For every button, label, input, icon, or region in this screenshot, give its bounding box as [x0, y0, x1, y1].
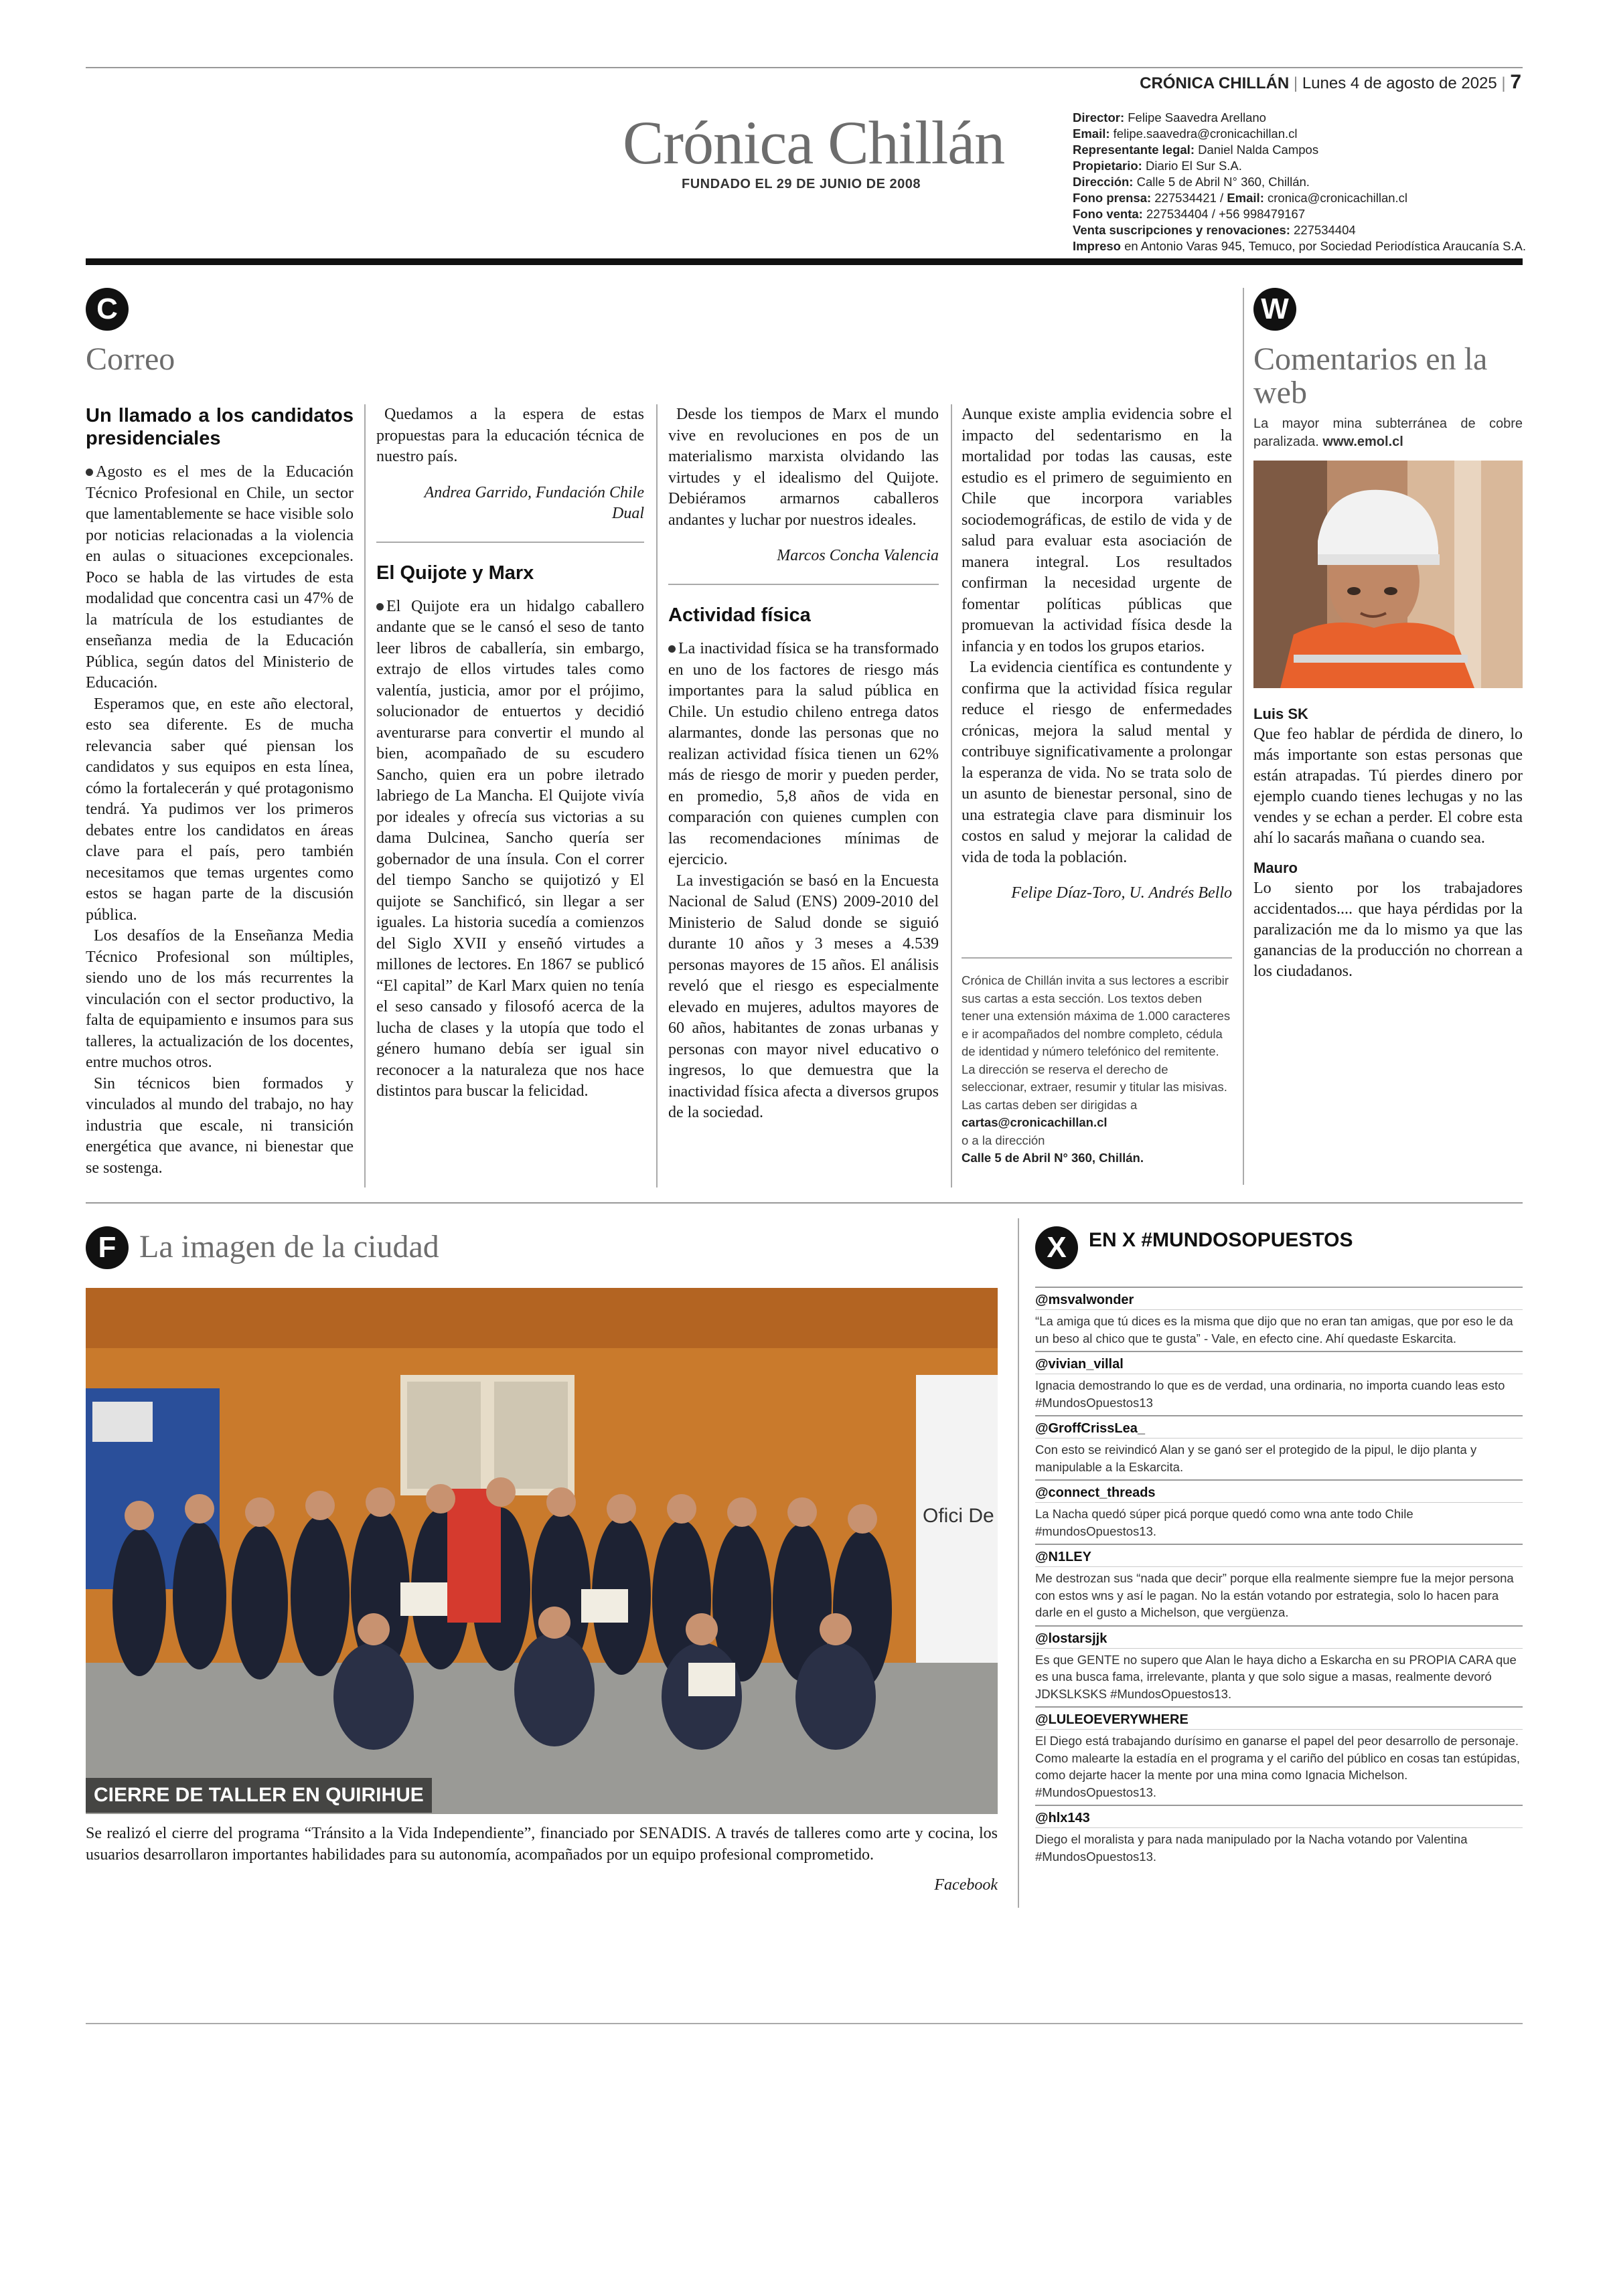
section-title-correo: Correo — [86, 341, 175, 377]
section-divider — [86, 1202, 1523, 1204]
comment-author: Luis SK — [1253, 706, 1308, 722]
letter-paragraph: Quedamos a la espera de estas propuestas para la educación técnica de nuestro país. — [376, 406, 644, 465]
miner-photo-illustration — [1253, 461, 1523, 688]
comment-text: Lo siento por los trabajadores accidentados.... que haya pérdidas por la paralización me da lo mismo ya que las ganancias de la producción no chorrean a los ciudadanos. — [1253, 880, 1523, 980]
x-post — [1035, 1287, 1523, 1351]
photo-description: Se realizó el cierre del programa “Tránsito a la Vida Independiente”, financiado por SENADIS. A través de talleres como arte y cocina, los usuarios desarrollaron importantes habilidades para su autonomía, acompañados por un equipo profesional comprometido. — [86, 1825, 998, 1864]
x-text: Me destrozan sus “nada que decir” porque ella realmente siempre fue la mejor persona con estos wns y así le pagan. No la están votando por estrategia, solo lo hacen para darle en el gusto a Michelson, que vergüenza. — [1035, 1566, 1523, 1621]
page-number: 7 — [1510, 71, 1521, 93]
section-f-icon: F — [86, 1226, 129, 1269]
letter-column-1 — [86, 404, 354, 1179]
x-handle[interactable]: @hlx143 — [1035, 1811, 1090, 1825]
staff-line: Venta suscripciones y renovaciones: 227534404 — [1073, 223, 1356, 237]
column-divider — [1243, 288, 1244, 1185]
column-divider — [656, 404, 658, 1187]
staff-line: Dirección: Calle 5 de Abril N° 360, Chillán. — [1073, 175, 1310, 189]
x-text: Es que GENTE no supero que Alan le haya dicho a Eskarcha en su PROPIA CARA que es una busca fama, irrelevante, planta y que solo sigue a masas, realmente devoró JDKSLKSKS #MundosOpuestos13. — [1035, 1648, 1523, 1703]
letter-paragraph: Agosto es el mes de la Educación Técnico Profesional en Chile, un sector que lamentablemente se hace visible solo por noticias relacionadas a la violencia en aulas o situaciones excepcionales. Poco se habla de las virtudes de esta modalidad que concentra casi un 47% de la matrícula de los estudiantes de enseñanza media de la Educación Pública, según datos del Ministerio de Educación. — [86, 463, 354, 691]
x-post — [1035, 1479, 1523, 1544]
bullet-icon — [376, 603, 384, 610]
x-text: “La amiga que tú dices es la misma que dijo que no eran tan amigas, que por eso le da un beso al chico que te gusta” - Vale, en efecto cine. Ahí quedaste Eskarcita. — [1035, 1309, 1523, 1347]
column-divider — [1018, 1218, 1019, 1908]
letter-paragraph: El Quijote era un hidalgo caballero andante que se le cansó el seso de tanto leer libros de caballería, sin embargo, extrajo de ellos virtudes tales como valentía, justicia, amor por el prójimo, solucionador de entuertos y decidió aventurarse para convertir el mundo al bien, acompañado de su escudero Sancho, quien era un pobre iletrado labriego de La Mancha. El Quijote vivía por ideales y ofrecía sus victorias a su dama Dulcinea, Sancho quería ser gobernador de una ínsula. Con el correr del tiempo Sancho se quijotizó y El quijote se Sanchificó, sin llegar a ser iguales. La historia sucedía a comienzos del Siglo XVII y enseñó virtudes a millones de lectores. En 1867 se publicó “El capital” de Karl Marx quien no tenía el seso cansado y filosofó acerca de la lucha de clases y la utopía que todo el género humano debía ser igual sin reconocer a la naturaleza que nos hace distintos para buscar la felicidad. — [376, 597, 644, 1100]
letters-note: Crónica de Chillán invita a sus lectores a escribir sus cartas a esta sección. Los textos deben tener una extensión máxima de 1.000 caracteres e ir acompañados del nombre completo, cédula de identidad y número telefónico del remitente. La dirección se reserva el derecho de seleccionar, extraer, resumir y titular las misivas. Las cartas deben ser dirigidas a cartas@cronicachillan.cl o a la dirección Calle 5 de Abril N° 360, Chillán. — [962, 973, 1231, 1165]
letter-signature: Marcos Concha Valencia — [777, 547, 939, 564]
x-handle[interactable]: @LULEOEVERYWHERE — [1035, 1712, 1189, 1727]
staff-line: Impreso en Antonio Varas 945, Temuco, por Sociedad Periodística Araucanía S.A. — [1073, 239, 1527, 253]
section-w-icon: W — [1253, 288, 1296, 331]
x-text: Diego el moralista y para nada manipulado por la Nacha votando por Valentina #MundosOpuestos13. — [1035, 1827, 1523, 1865]
letter-title: Actividad física — [668, 604, 811, 626]
letter-column-4 — [962, 404, 1232, 904]
section-c-icon: C — [86, 288, 129, 331]
note-divider — [962, 957, 1232, 959]
web-comment — [1253, 858, 1523, 982]
letter-paragraph: La evidencia científica es contundente y confirma que la actividad física regular reduce el riesgo de enfermedades crónicas, mejora la salud mental y contribuye significativamente a prolongar la esperanza de vida. No se trata solo de un asunto de bienestar personal, sino de una estrategia clave para disminuir los costos en salud y mejorar la calidad de vida de toda la población. — [962, 659, 1232, 866]
staff-line: Director: Felipe Saavedra Arellano — [1073, 110, 1266, 125]
running-date: Lunes 4 de agosto de 2025 — [1302, 74, 1497, 92]
x-post — [1035, 1805, 1523, 1869]
city-photo — [86, 1288, 998, 1814]
staff-line: Fono venta: 227534404 / +56 998479167 — [1073, 207, 1306, 221]
letter-paragraph: Desde los tiempos de Marx el mundo vive en revoluciones en pos de un materialismo marxista olvidando las virtudes y el idealismo del Quijote. Debiéramos armarnos caballeros andantes y luchar por nuestros ideales. — [668, 406, 939, 529]
running-title: CRÓNICA CHILLÁN — [1140, 74, 1290, 92]
section-title-web: Comentarios en la web — [1253, 341, 1488, 410]
letter-title: El Quijote y Marx — [376, 562, 534, 584]
x-handle[interactable]: @msvalwonder — [1035, 1293, 1134, 1307]
column-divider — [364, 404, 366, 1187]
column-divider — [951, 404, 952, 1187]
x-post — [1035, 1544, 1523, 1625]
founded-line: FUNDADO EL 29 DE JUNIO DE 2008 — [682, 177, 921, 191]
bullet-icon — [668, 645, 676, 653]
section-x-icon: X — [1035, 1226, 1078, 1269]
x-text: Con esto se reivindicó Alan y se ganó ser el protegido de la pipul, le dijo planta y manipulable a la Eskarcita. — [1035, 1438, 1523, 1475]
web-site-link[interactable]: www.emol.cl — [1322, 434, 1403, 449]
web-comment — [1253, 704, 1523, 849]
x-text: La Nacha quedó súper picá porque quedó como wna ante todo Chile #mundosOpuestos13. — [1035, 1502, 1523, 1540]
letter-paragraph: Esperamos que, en este año electoral, esto sea diferente. Es de mucha relevancia saber qué piensan los candidatos y sus equipos en esta línea, cómo la fortalecerán y qué protagonismo tendrá. Ya pudimos ver los primeros debates entre los candidatos en áreas clave para el país, pero también necesitamos que temas urgentes como estos se hagan parte de la discusión pública. — [86, 695, 354, 924]
x-post — [1035, 1625, 1523, 1707]
x-handle[interactable]: @lostarsjjk — [1035, 1631, 1107, 1646]
photo-source: Facebook — [934, 1876, 998, 1894]
comment-text: Que feo hablar de pérdida de dinero, lo más importante son estas personas que están atrapadas. Tú pierdes dinero por ejemplo cuando tienes lechugas y no las vendes y se echan a perder. El cobre esta ahí lo sacarás mañana o cuando sea. — [1253, 726, 1523, 847]
letter-paragraph: Sin técnicos bien formados y vinculados al mundo del trabajo, no hay industria que escale, ni transición energética que avance, ni bienestar que se sostenga. — [86, 1074, 354, 1177]
letter-paragraph: Los desafíos de la Enseñanza Media Técnico Profesional son múltiples, siendo uno de los más recurrentes la vinculación con el sector productivo, la falta de equipamiento e insumos para sus talleres, la actualización de los docentes, entre muchos otros. — [86, 927, 354, 1071]
x-handle[interactable]: @vivian_villal — [1035, 1357, 1124, 1372]
x-handle[interactable]: @N1LEY — [1035, 1550, 1091, 1564]
masthead-word-1: Crónica — [623, 108, 814, 177]
miner-photo — [1253, 461, 1523, 688]
x-text: El Diego está trabajando durísimo en ganarse el papel del peor desarrollo de personaje. Como malearte la estadía en el programa y el cariño del público en cosas tan estúpidas, como dejarte hacer la mente por una mina como Ignacia Michelson. #MundosOpuestos13. — [1035, 1729, 1523, 1801]
letter-title: Un llamado a los candidatos presidenciales — [86, 405, 354, 449]
section-title-image: La imagen de la ciudad — [139, 1229, 439, 1264]
section-title-x: EN X #MUNDOSOPUESTOS — [1089, 1229, 1353, 1251]
staff-box — [1073, 110, 1526, 254]
top-rule — [86, 67, 1523, 68]
photo-caption: CIERRE DE TALLER EN QUIRIHUE — [86, 1778, 432, 1813]
masthead-word-2: Chillán — [828, 108, 1005, 177]
letter-paragraph: La inactividad física se ha transformado en uno de los factores de riesgo más importantes para la salud pública en Chile. Un estudio chileno entrega datos alarmantes, donde las personas que no realizan actividad física tienen un 62% más de riesgo de morir y pueden perder, en promedio, 5,8 años de vida en comparación con quienes cumplen con las recomendaciones mínimas de ejercicio. — [668, 640, 939, 868]
x-post — [1035, 1415, 1523, 1479]
bullet-icon — [86, 469, 93, 476]
letter-column-2 — [376, 404, 644, 1102]
letters-email[interactable]: cartas@cronicachillan.cl — [962, 1115, 1107, 1129]
letter-column-3 — [668, 404, 939, 1124]
banner-text: Ofici De — [923, 1505, 994, 1527]
x-handle[interactable]: @GroffCrissLea_ — [1035, 1421, 1145, 1436]
x-posts-list — [1035, 1287, 1523, 1869]
staff-line: Propietario: Diario El Sur S.A. — [1073, 159, 1242, 173]
comment-author: Mauro — [1253, 859, 1298, 876]
letter-divider — [668, 584, 939, 585]
staff-line: Fono prensa: 227534421 / Email: cronica@cronicachillan.cl — [1073, 191, 1408, 205]
letter-paragraph: Aunque existe amplia evidencia sobre el impacto del sedentarismo en la mortalidad por todas las causas, este estudio es el primero de seguimiento en Chile que incorpora variables sociodemográficas, de estilo de vida y de salud para evaluar esta asociación de manera integral. Los resultados confirman la necesidad urgente de fomentar políticas públicas que promuevan la actividad física desde la infancia y en todos los grupos etarios. — [962, 406, 1232, 655]
staff-line: Email: felipe.saavedra@cronicachillan.cl — [1073, 127, 1298, 141]
header-thick-rule — [86, 258, 1523, 265]
x-post — [1035, 1706, 1523, 1805]
letters-address: Calle 5 de Abril N° 360, Chillán. — [962, 1151, 1144, 1165]
web-intro: La mayor mina subterránea de cobre paralizada. www.emol.cl — [1253, 416, 1523, 449]
masthead-logo — [623, 107, 1004, 178]
bottom-rule — [86, 2023, 1523, 2024]
staff-line: Representante legal: Daniel Nalda Campos — [1073, 143, 1319, 157]
letter-divider — [376, 542, 644, 543]
web-comments-column — [1253, 415, 1523, 982]
letter-signature: Felipe Díaz-Toro, U. Andrés Bello — [1011, 884, 1232, 902]
letter-paragraph: La investigación se basó en la Encuesta Nacional de Salud (ENS) 2009-2010 del Ministerio de Salud donde se siguió durante 10 años y 3 meses a 4.539 personas mayores de 15 años. El análisis reveló que el riesgo es especialmente elevado en mujeres, adultos mayores de 60 años, habitantes de zonas urbanas y personas con mayor nivel educativo o ingresos, lo que demuestra que la inactividad física afecta a diversos grupos de la sociedad. — [668, 872, 939, 1121]
letter-signature: Andrea Garrido, Fundación Chile Dual — [424, 483, 644, 522]
x-handle[interactable]: @connect_threads — [1035, 1485, 1156, 1500]
x-post — [1035, 1351, 1523, 1415]
running-head: CRÓNICA CHILLÁN | Lunes 4 de agosto de 2025 | 7 — [1140, 71, 1521, 93]
x-text: Ignacia demostrando lo que es de verdad, una ordinaria, no importa cuando leas esto #MundosOpuestos13 — [1035, 1374, 1523, 1411]
group-photo-illustration — [86, 1288, 998, 1814]
